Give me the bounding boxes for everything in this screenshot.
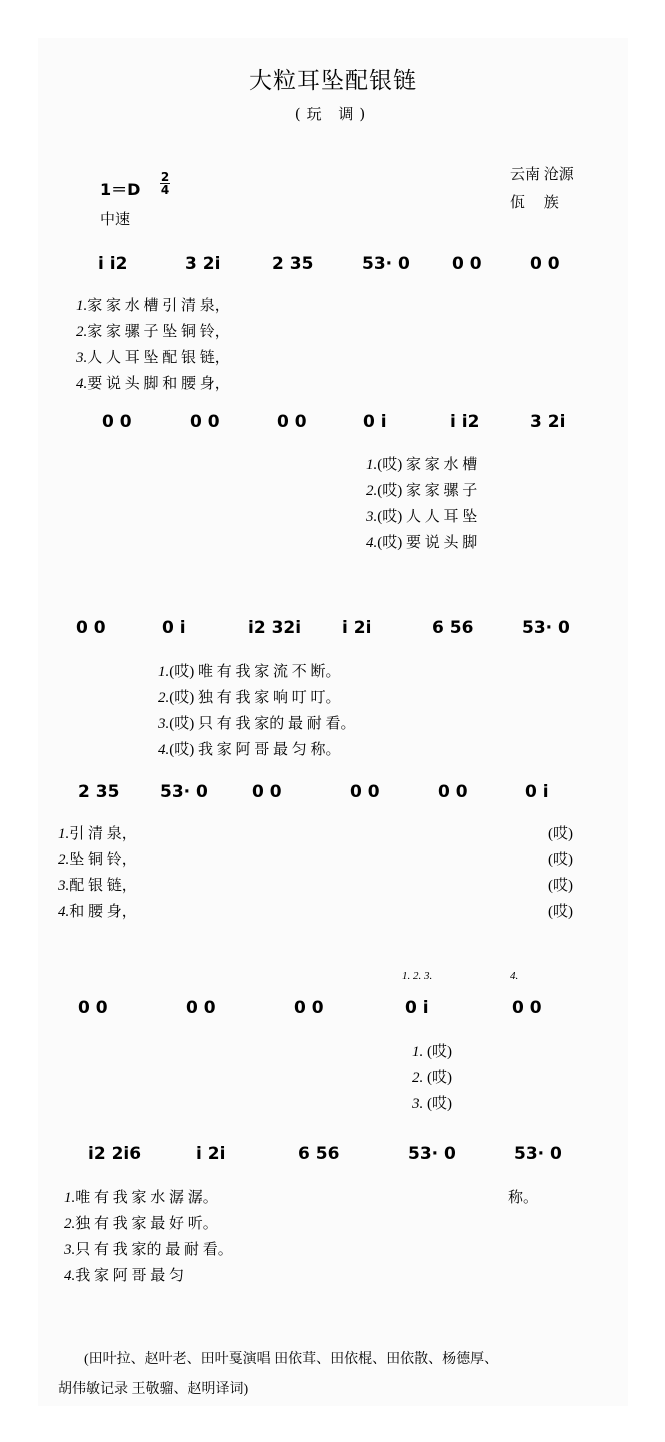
hai-interjection: (哎) bbox=[548, 852, 573, 868]
origin-region: 云南 沧源 bbox=[510, 167, 574, 183]
measure-2: 0 0 bbox=[186, 998, 216, 1018]
lyric-line: 1.唯 有 我 家 水 潺 潺。 bbox=[64, 1190, 218, 1206]
measure-1: i i2 bbox=[98, 254, 128, 274]
measure-1: 0 0 bbox=[76, 618, 106, 638]
measure-6: 0 i bbox=[525, 782, 549, 802]
volta-fourth-ending: 4. bbox=[510, 970, 519, 982]
lyric-line: 4.(哎) 我 家 阿 哥 最 匀 称。 bbox=[158, 742, 341, 758]
lyric-line: 1.(哎) 唯 有 我 家 流 不 断。 bbox=[158, 664, 341, 680]
measure-3: 6 56 bbox=[298, 1144, 340, 1164]
measure-5: i i2 bbox=[450, 412, 480, 432]
lyric-line: 3.人 人 耳 坠 配 银 链， bbox=[76, 350, 230, 366]
hai-interjection: (哎) bbox=[548, 904, 573, 920]
lyric-line: 2.(哎) 家 家 骡 子 bbox=[366, 483, 478, 499]
measure-5: 6 56 bbox=[432, 618, 474, 638]
measure-4: i 2i bbox=[342, 618, 372, 638]
measure-6: 53· 0 bbox=[522, 618, 570, 638]
measure-4: 53· 0 bbox=[362, 254, 410, 274]
lyric-line: 4.要 说 头 脚 和 腰 身， bbox=[76, 376, 230, 392]
measure-1: i2 2i6 bbox=[88, 1144, 142, 1164]
origin-ethnicity: 佤 族 bbox=[510, 195, 559, 211]
measure-4: 0 i bbox=[363, 412, 387, 432]
time-signature-denominator: 4 bbox=[160, 183, 170, 197]
measure-1: 0 0 bbox=[78, 998, 108, 1018]
measure-4: 53· 0 bbox=[408, 1144, 456, 1164]
measure-3: 0 0 bbox=[277, 412, 307, 432]
lyric-line: 3.配 银 链， bbox=[58, 878, 137, 894]
measure-6: 0 0 bbox=[530, 254, 560, 274]
lyric-line: 1.引 清 泉， bbox=[58, 826, 137, 842]
hai-interjection: (哎) bbox=[548, 878, 573, 894]
tempo-marking: 中速 bbox=[100, 210, 131, 228]
measure-4: 0 i bbox=[405, 998, 429, 1018]
measure-3: 2 35 bbox=[272, 254, 314, 274]
time-signature-numerator: 2 bbox=[160, 170, 170, 184]
measure-3: 0 0 bbox=[294, 998, 324, 1018]
lyric-line: 2. (哎) bbox=[412, 1070, 452, 1086]
lyric-line: 1. (哎) bbox=[412, 1044, 452, 1060]
time-signature bbox=[160, 171, 170, 196]
measure-6: 3 2i bbox=[530, 412, 566, 432]
lyric-line: 3.(哎) 人 人 耳 坠 bbox=[366, 509, 478, 525]
measure-5: 0 0 bbox=[512, 998, 542, 1018]
lyric-line: 4.我 家 阿 哥 最 匀 bbox=[64, 1268, 185, 1284]
lyric-line: 3.(哎) 只 有 我 家的 最 耐 看。 bbox=[158, 716, 356, 732]
measure-1: 2 35 bbox=[78, 782, 120, 802]
hai-interjection: (哎) bbox=[548, 826, 573, 842]
credits-line-2: 胡伟敏记录 王敬骝、赵明译词) bbox=[58, 1382, 249, 1397]
measure-3: 0 0 bbox=[252, 782, 282, 802]
ending-lyric: 称。 bbox=[508, 1190, 539, 1206]
lyric-line: 2.坠 铜 铃， bbox=[58, 852, 137, 868]
measure-2: 0 0 bbox=[190, 412, 220, 432]
lyric-line: 1.(哎) 家 家 水 槽 bbox=[366, 457, 478, 473]
measure-5: 53· 0 bbox=[514, 1144, 562, 1164]
song-title: 大粒耳坠配银链 bbox=[249, 68, 417, 93]
lyric-line: 3. (哎) bbox=[412, 1096, 452, 1112]
lyric-line: 3.只 有 我 家的 最 耐 看。 bbox=[64, 1242, 233, 1258]
measure-2: 53· 0 bbox=[160, 782, 208, 802]
lyric-line: 2.独 有 我 家 最 好 听。 bbox=[64, 1216, 218, 1232]
measure-2: i 2i bbox=[196, 1144, 226, 1164]
lyric-line: 1.家 家 水 槽 引 清 泉， bbox=[76, 298, 230, 314]
lyric-line: 4.(哎) 要 说 头 脚 bbox=[366, 535, 478, 551]
measure-3: i2 32i bbox=[248, 618, 302, 638]
measure-5: 0 0 bbox=[438, 782, 468, 802]
measure-2: 0 i bbox=[162, 618, 186, 638]
measure-1: 0 0 bbox=[102, 412, 132, 432]
measure-5: 0 0 bbox=[452, 254, 482, 274]
song-subtitle: (玩 调) bbox=[294, 105, 372, 123]
lyric-line: 4.和 腰 身， bbox=[58, 904, 137, 920]
volta-first-endings: 1. 2. 3. bbox=[402, 970, 433, 982]
credits-line-1: (田叶拉、赵叶老、田叶戛演唱 田依茸、田依棍、田依散、杨德厚、 bbox=[84, 1352, 499, 1367]
key-signature: 1＝D bbox=[100, 180, 141, 199]
measure-4: 0 0 bbox=[350, 782, 380, 802]
lyric-line: 2.(哎) 独 有 我 家 响 叮 叮。 bbox=[158, 690, 341, 706]
lyric-line: 2.家 家 骡 子 坠 铜 铃， bbox=[76, 324, 230, 340]
measure-2: 3 2i bbox=[185, 254, 221, 274]
